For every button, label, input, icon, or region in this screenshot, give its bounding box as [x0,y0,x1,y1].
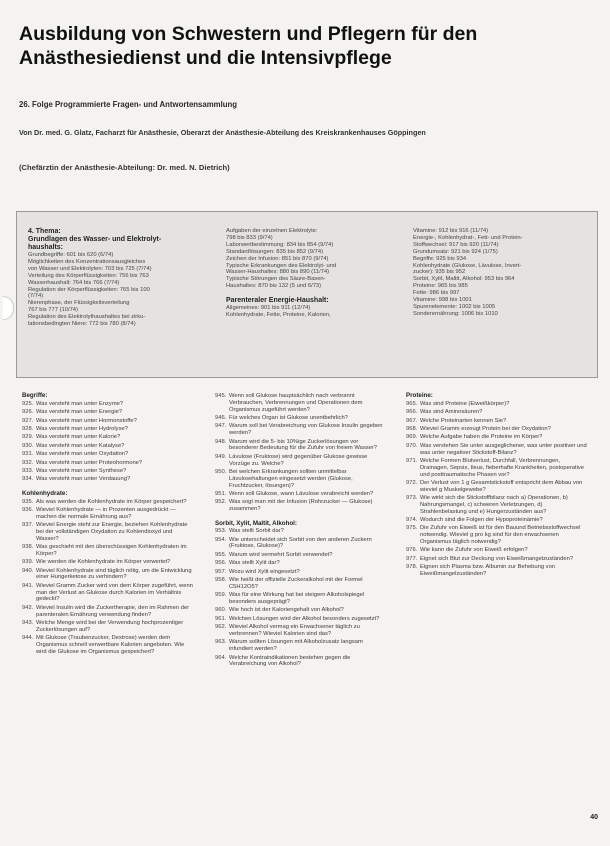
question-text: Welche Kontraindikationen bestehen gegen die Verabreichung von Alkohol? [229,654,351,668]
question-number: 936. [22,506,34,513]
energy-heading: Parenteraler Energie-Haushalt: [226,297,329,305]
question-item [215,415,387,422]
section-heading-sorbit: Sorbit, Xylit, Maltit, Alkohol: [215,519,297,527]
topic-box-line: Verteilung des Körperflüssigkeiten: 756 bis 763 [28,272,149,279]
question-item [22,476,194,483]
question-number: 951. [215,490,227,497]
topic-box-line: Kohlenhydrate (Glukose, Lävulose, Invert- [413,262,522,269]
question-item [22,635,194,655]
question-text: Wieviel Kohlenhydrate — in Prozenten ausgedrückt — machen die normale Ernährung aus? [36,506,176,520]
question-number: 945. [215,393,227,399]
topic-box-line: Zeichen der Infusion: 851 bis 870 (9/74) [226,255,329,262]
question-text: Wieviel Gramm erzeugt Protein bei der Oxydation? [420,425,551,432]
question-number: 954. [215,536,227,543]
question-item [215,592,387,606]
question-text: Wieviel Energie steht zur Energie, beziehen Kohlenhydrate bei der vollständigen Oxydation zu Kohlendioxyd und Wasser? [36,522,188,542]
topic-box-line: Allgemeines: 901 bis 911 (12/74) [226,305,311,312]
question-number: 975. [406,525,418,532]
question-item [406,443,590,457]
topic-box-line: Typische Störungen des Säure-Basen- [226,276,326,283]
question-item [406,517,590,524]
question-text: Wie kann die Zufuhr von Eiweiß erfolgen? [420,547,528,554]
question-text: Mit Glukose (Traubenzucker, Dextrose) werden dem Organismus schnell verwertbare Kalorien angeboten. Wie wird die Glukose im Organismus gespeichert? [36,635,185,655]
question-number: 958. [215,577,227,584]
question-number: 969. [406,434,418,441]
question-text: Was sind Aminosäuren? [420,409,483,416]
question-number: 926. [22,409,34,416]
question-text: Was versteht man unter Enzyme? [36,400,124,407]
question-number: 956. [215,560,227,567]
question-number: 957. [215,568,227,575]
topic-box-line: Energie-, Kohlenhydrat-, Fett- und Protein- [413,234,523,241]
question-text: Was versteht man unter Energie? [36,409,123,416]
question-number: 964. [215,654,227,661]
question-item [22,426,194,433]
question-number: 929. [22,434,34,441]
question-number: 953. [215,528,227,535]
question-number: 938. [22,544,34,551]
author-line: Von Dr. med. G. Glatz, Facharzt für Anästhesie, Oberarzt der Anästhesie-Abteilung des Kreiskrankenhauses Göppingen [19,128,426,137]
question-item [215,607,387,614]
topic-box-line: Wasserhaushalt: 764 bis 766 (7/74) [28,279,120,286]
question-number: 925. [22,400,34,407]
topic-heading-2: haushalts: [28,244,64,251]
question-number: 928. [22,425,34,432]
section-heading-proteine: Proteine: [406,392,433,399]
topic-box-line: zucker): 935 bis 952 [413,269,466,276]
topic-box-line: Stoffwechsel: 917 bis 920 (11/74) [413,241,499,248]
question-number: 977. [406,555,418,562]
question-item [215,393,387,413]
topic-box-line: Typische Erkrankungen des Elektrolyt- und [226,262,337,269]
title-line-2: Anästhesiedienst und die Intensivpflege [19,47,392,69]
question-item [22,583,194,603]
question-number: 950. [215,468,227,475]
question-item [22,401,194,408]
question-item [215,616,387,623]
question-item [406,418,590,425]
question-number: 959. [215,592,227,599]
question-item [406,458,590,478]
question-item [22,507,194,521]
question-item [215,655,387,669]
question-number: 952. [215,499,227,506]
question-item [215,528,387,535]
topic-box-line: Fette: 986 bis 997 [413,290,460,297]
question-item [215,499,387,513]
question-item [406,480,590,494]
question-item [215,624,387,638]
question-number: 935. [22,498,34,505]
column-right [406,393,590,579]
question-number: 947. [215,423,227,430]
question-text: Warum soll bei Verabreichung von Glukose Insulin gegeben werden? [229,423,383,437]
question-item [22,568,194,582]
question-item [215,491,387,498]
question-number: 943. [22,620,34,626]
topic-box-line: Vitamine: 912 bis 916 (11/74) [413,228,489,234]
topic-box-line: Sorbit, Xylit, Maltit, Alkohol: 953 bis 964 [413,276,515,283]
question-text: Wozu wird Xylit eingesetzt? [229,568,300,575]
topic-box-line: 798 bis 833 (9/74) [226,234,273,241]
question-text: Was verstehen Sie unter ausgeglichener, was unter positiver und was unter negativer Stickstoff-Bilanz? [420,442,587,456]
question-item [406,556,590,563]
question-number: 976. [406,547,418,554]
chief-line: (Chefärztin der Anästhesie-Abteilung: Dr. med. N. Dietrich) [19,163,230,172]
question-number: 971. [406,457,418,464]
topic-number: 4. Thema: [28,228,61,235]
question-number: 937. [22,522,34,529]
topic-box-line: Proteine: 965 bis 985 [413,283,468,290]
question-item [22,499,194,506]
question-text: Wenn soll Glukose, wann Lävulose verabreicht werden? [229,490,374,497]
question-text: Der Verlust von 1 g Gesamtstickstoff entspricht dem Abbau von wieviel g Muskelgewebe? [420,479,583,493]
question-item [22,443,194,450]
question-number: 978. [406,564,418,571]
question-text: Was versteht man unter Synthese? [36,467,127,474]
question-item [22,559,194,566]
question-text: Was sogt man mit der Infusion (Rohrzucker — Glukose) zusammen? [229,499,373,513]
topic-box-line: Kohlenhydrate, Fette, Proteine, Kalorien, [226,312,331,319]
question-item [22,468,194,475]
question-item [215,537,387,551]
column-middle [215,393,387,670]
question-number: 974. [406,517,418,524]
question-text: Welche Proteinarten kennen Sie? [420,417,507,424]
question-item [22,409,194,416]
question-item [406,564,590,578]
question-item [215,454,387,468]
question-text: Wieviel Gramm Zucker wird von dem Körper zugeführt, wenn man der Verlust an Glukose durch Kalorien im Verhältnis gedeckt? [36,582,193,603]
question-text: Was geschieht mit den überschüssigen Kohlenhydraten im Körper? [36,544,187,557]
question-number: 940. [22,567,34,574]
topic-box-line: lationsbedingten Niere: 772 bis 780 (8/74) [28,321,136,328]
topic-box-line: Begriffe: 925 bis 934 [413,255,467,262]
question-item [22,620,194,634]
topic-box-column-2 [226,228,406,319]
topic-box-line: Wasser-Haushaltes: 880 bis 890 (11/74) [226,269,330,276]
topic-box-column-3 [413,228,593,318]
topic-box-line: Sonderernährung: 1006 bis 1010 [413,310,498,317]
question-text: Was versteht man unter Proteohormone? [36,459,143,466]
title-line-1: Ausbildung von Schwestern und Pflegern für den [19,23,478,45]
question-number: 933. [22,467,34,474]
question-item [406,409,590,416]
question-number: 927. [22,417,34,424]
question-text: Was stellt Sorbit dar? [229,528,284,535]
question-text: Wodurch sind die Folgen der Hypoproteinämie? [420,517,543,524]
question-text: Wie wirkt sich die Stickstoffbilanz nach a) Operationen, b) Nahrungsmangel, c) schweren Verletzungen, d) Strahlenbelastung und e) Hungerzuständen aus? [420,495,568,515]
question-text: Wie unterscheidet sich Sorbit von den anderen Zuckern (Fruktose, Glukose)? [229,536,372,550]
topic-box-line: Vitamine: 998 bis 1001 [413,297,472,304]
question-item [215,423,387,437]
question-text: Wenn soll Glukose hauptsächlich nach verbrannt Verbrauchen, Verbrennungen und Operationen dem Organismus zugeführt werden? [229,393,363,413]
question-item [215,469,387,489]
question-item [406,426,590,433]
topic-heading-1: Grundlagen des Wasser- und Elektrolyt- [28,236,162,243]
question-text: Warum sollten Lösungen mit Alkoholzusatz langsam infundiert werden? [229,639,363,653]
question-text: Eignen sich Plasma bzw. Albumin zur Behebung von Eiweißmangelzuständen? [420,564,556,578]
question-text: Lävulose (Fruktose) wird gegenüber Glukose gewisse Vorzüge zu. Welche? [229,453,368,467]
question-text: Eignet sich Blut zur Deckung von Eiweißmangelzuständen? [420,555,574,562]
article-title [19,22,599,70]
question-number: 961. [215,615,227,622]
topic-box-line: (7/74) [28,293,44,300]
question-number: 962. [215,624,227,631]
question-text: Was versteht man unter Hydrolyse? [36,425,128,432]
question-text: Was für eine Wirkung hat bei steigern Alkoholspiegel besonders ausgeprägt? [229,592,365,606]
question-text: Was sind Proteine (Eiweißkörper)? [420,400,510,407]
question-text: Welche Menge wird bei der Verwendung hochprozentiger Zuckerlösungen auf? [36,620,184,633]
question-item [22,544,194,558]
section-heading-begriffe: Begriffe: [22,392,48,399]
question-number: 930. [22,442,34,449]
topic-box-line: 767 bis 777 (10/74) [28,307,78,314]
question-number: 939. [22,559,34,566]
question-item [406,495,590,515]
question-item [215,569,387,576]
question-number: 973. [406,495,418,502]
question-text: Wieviel Kohlenhydrate sind täglich nötig, um die Entwicklung einer Hungerketose zu verhindern? [36,567,192,581]
question-number: 934. [22,476,34,483]
question-item [22,451,194,458]
question-text: Wieviel Insulin wird die Zuckertherapie, den im Rahmen der parenteralen Ernährung verwendung finden? [36,604,190,618]
question-text: Wieviel Alkohol vermag ein Erwachsener täglich zu verbrennen? Wieviel Kalorien sind das? [229,624,360,637]
question-text: Was versteht man unter Verdauung? [36,476,131,483]
question-text: Welchen Lösungen wird der Alkohol besonders zugesetzt? [229,615,380,622]
question-text: Die Zufuhr von Eiweiß ist für den Bauund Betriebsstoffwechsel notwendig. Wieviel g pro kg sind für den erwachsenen Organismus täglich notwendig? [420,525,581,546]
column-left [22,393,194,657]
question-number: 931. [22,451,34,458]
question-item [22,460,194,467]
question-number: 946. [215,414,227,421]
question-number: 932. [22,459,34,466]
question-number: 967. [406,417,418,424]
question-item [406,525,590,545]
question-text: Warum wird die 5- bis 10%ige Zuckerlösungen vor besonderer Bedeutung für die Zufuhr von freiem Wasser? [229,438,378,452]
question-number: 963. [215,639,227,646]
question-text: Was versteht man unter Hormonstoffe? [36,417,137,424]
question-item [406,401,590,408]
topic-box-line: von Wasser und Elektrolyten: 703 bis 725 (7/74) [28,265,152,272]
question-text: Wie heißt der offizielle Zuckeralkohol mit der Formel C5H12O5? [229,577,363,590]
question-text: Für welches Organ ist Glukose unentbehrlich? [229,414,348,421]
topic-box-line: Haushaltes: 870 bis 132 (5 und 6/73) [226,283,322,290]
question-text: Was stellt Xylit dar? [229,560,280,567]
question-item [215,439,387,453]
topic-box-line: Möglichkeiten des Konzentrationsausgleiches [28,258,146,265]
series-line: 26. Folge Programmierte Fragen- und Antwortensammlung [19,100,238,109]
question-number: 942. [22,604,34,611]
question-text: Welche Aufgabe haben die Proteine im Körper? [420,434,543,441]
question-number: 949. [215,453,227,460]
topic-box-line: Nierenphase, der Flüssigkeitsverteilung [28,300,130,307]
question-number: 965. [406,400,418,407]
topic-box-column-1 [28,228,213,328]
punch-hole [3,296,14,320]
question-number: 966. [406,409,418,416]
question-text: Welche Formen Blutverlust, Durchfall, Verbrennungen, Drainagen, Sepsis, Ileus, fieberhafte Krankheiten, postoperative und posttraumatische Phasen vor? [420,457,585,478]
question-item [406,434,590,441]
question-number: 970. [406,442,418,449]
topic-box-line: Grundbegriffe: 601 bis 620 (6/74) [28,252,114,258]
topic-box-line: Regulation des Elektrolythaushaltes bei zirku- [28,314,146,321]
section-heading-kohlenhydrate: Kohlenhydrate: [22,489,68,497]
question-item [215,577,387,591]
question-number: 960. [215,607,227,614]
topic-box-line: Regulation der Körperflüssigkeiten: 765 bis 100 [28,286,150,293]
question-number: 955. [215,551,227,558]
question-number: 948. [215,438,227,445]
question-text: Als was werden die Kohlenhydrate im Körper gespeichert? [36,498,187,505]
question-number: 941. [22,582,34,589]
question-number: 944. [22,635,34,642]
question-text: Was versteht man unter Oxydation? [36,451,129,458]
topic-box-line: Laborwertbestimmung: 834 bis 854 (9/74) [226,241,334,248]
question-item [22,434,194,441]
question-item [22,418,194,425]
question-text: Wie hoch ist der Kaloriengehalt von Alkohol? [229,607,344,614]
question-text: Was versteht man unter Katalyse? [36,442,125,449]
question-item [215,552,387,559]
question-text: Warum wird vermehrt Sorbit verwendet? [229,551,333,558]
question-item [22,522,194,542]
question-number: 968. [406,425,418,432]
question-number: 972. [406,479,418,486]
question-text: Wie werden die Kohlenhydrate im Körper verwertet? [36,559,171,566]
topic-box-line: Grundumsatz: 921 bis 924 (1/75) [413,248,498,255]
topic-box-line: Spurenelemente: 1002 bis 1005 [413,303,496,310]
question-item [215,639,387,653]
question-item [406,547,590,554]
topic-box-line: Standardlösungen: 835 bis 852 (9/74) [226,248,324,255]
page-number: 40 [590,814,598,821]
question-item [22,605,194,619]
topic-box-line: Aufgaben der einzelnen Elektrolyte: [226,228,318,234]
question-item [215,560,387,567]
topic-overview-box [16,211,598,378]
question-text: Bei welchen Erkrankungen sollten unmittelbar Lävulosehaltungen eingesetzt werden (Glukose, Fruchtzucker, lösungen)? [229,468,353,489]
question-text: Was versteht man unter Kalorie? [36,434,121,441]
